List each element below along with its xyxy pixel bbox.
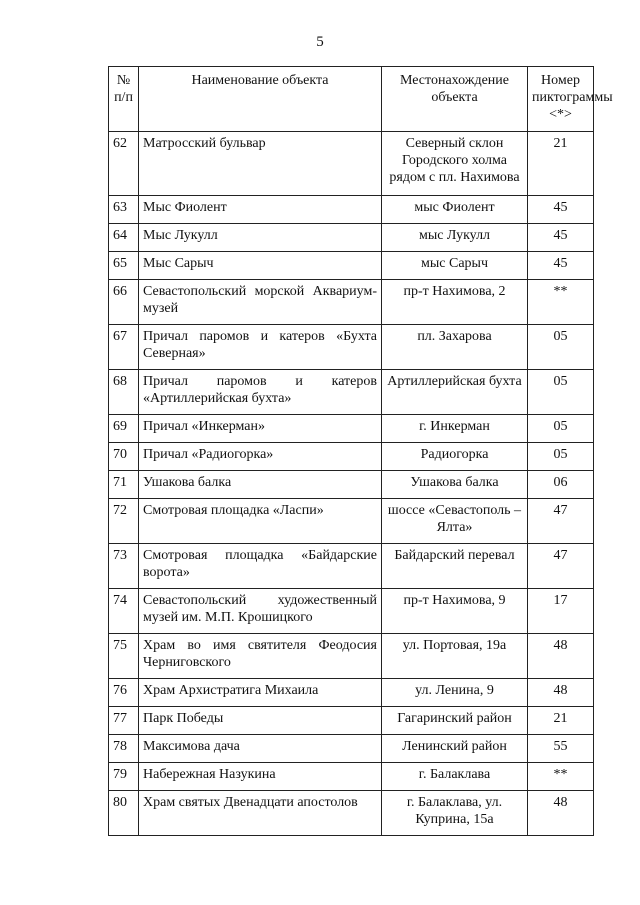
object-location: Артиллерийская бухта [382, 370, 528, 415]
table-row [109, 252, 594, 280]
row-number: 76 [109, 679, 139, 707]
table-row [109, 196, 594, 224]
object-location: г. Балаклава [382, 763, 528, 791]
table-row [109, 735, 594, 763]
object-location: Северный склон Городского холма рядом с пл. Нахимова [382, 132, 528, 196]
pictogram-number: 48 [528, 791, 594, 836]
pictogram-number: 45 [528, 252, 594, 280]
table-row [109, 499, 594, 544]
row-number: 79 [109, 763, 139, 791]
pictogram-number: 05 [528, 443, 594, 471]
table-body [109, 132, 594, 836]
row-number: 66 [109, 280, 139, 325]
row-number: 75 [109, 634, 139, 679]
object-location: г. Балаклава, ул. Куприна, 15а [382, 791, 528, 836]
table-row [109, 791, 594, 836]
object-name: Севастопольский художественный музей им. М.П. Крошицкого [139, 589, 382, 634]
object-location: шоссе «Севастополь – Ялта» [382, 499, 528, 544]
row-number: 65 [109, 252, 139, 280]
object-name: Причал паромов и катеров «Бухта Северная» [139, 325, 382, 370]
row-number: 63 [109, 196, 139, 224]
object-name: Севастопольский морской Аквариум-музей [139, 280, 382, 325]
object-name: Причал «Радиогорка» [139, 443, 382, 471]
object-location: мыс Лукулл [382, 224, 528, 252]
pictogram-number: 17 [528, 589, 594, 634]
table-row [109, 325, 594, 370]
object-name: Ушакова балка [139, 471, 382, 499]
object-location: Радиогорка [382, 443, 528, 471]
object-location: мыс Сарыч [382, 252, 528, 280]
table-header-row [109, 67, 594, 132]
object-location: мыс Фиолент [382, 196, 528, 224]
row-number: 80 [109, 791, 139, 836]
object-name: Смотровая площадка «Байдарские ворота» [139, 544, 382, 589]
pictogram-number: 21 [528, 132, 594, 196]
object-location: Ушакова балка [382, 471, 528, 499]
object-name: Храм Архистратига Михаила [139, 679, 382, 707]
row-number: 69 [109, 415, 139, 443]
object-location: Байдарский перевал [382, 544, 528, 589]
header-location: Местонахождение объекта [382, 67, 528, 132]
object-name: Набережная Назукина [139, 763, 382, 791]
object-location: ул. Портовая, 19а [382, 634, 528, 679]
object-name: Храм святых Двенадцати апостолов [139, 791, 382, 836]
object-name: Причал паромов и катеров «Артиллерийская бухта» [139, 370, 382, 415]
header-num: № п/п [109, 67, 139, 132]
pictogram-number: 45 [528, 224, 594, 252]
object-name: Максимова дача [139, 735, 382, 763]
row-number: 73 [109, 544, 139, 589]
row-number: 64 [109, 224, 139, 252]
pictogram-number: ** [528, 763, 594, 791]
row-number: 67 [109, 325, 139, 370]
header-code: Номер пиктограммы <*> [528, 67, 594, 132]
pictogram-number: 21 [528, 707, 594, 735]
row-number: 72 [109, 499, 139, 544]
object-location: г. Инкерман [382, 415, 528, 443]
row-number: 78 [109, 735, 139, 763]
pictogram-number: 05 [528, 370, 594, 415]
object-name: Храм во имя святителя Феодосия Черниговского [139, 634, 382, 679]
object-name: Парк Победы [139, 707, 382, 735]
pictogram-number: 55 [528, 735, 594, 763]
object-location: ул. Ленина, 9 [382, 679, 528, 707]
pictogram-number: 48 [528, 679, 594, 707]
objects-table [108, 66, 613, 836]
row-number: 70 [109, 443, 139, 471]
pictogram-number: 05 [528, 415, 594, 443]
pictogram-number: 06 [528, 471, 594, 499]
pictogram-number: 47 [528, 544, 594, 589]
pictogram-number: 48 [528, 634, 594, 679]
table-row [109, 707, 594, 735]
row-number: 77 [109, 707, 139, 735]
row-number: 68 [109, 370, 139, 415]
object-location: пл. Захарова [382, 325, 528, 370]
pictogram-number: ** [528, 280, 594, 325]
object-name: Матросский бульвар [139, 132, 382, 196]
table-row [109, 443, 594, 471]
object-location: пр-т Нахимова, 2 [382, 280, 528, 325]
object-location: Ленинский район [382, 735, 528, 763]
table-row [109, 634, 594, 679]
pictogram-number: 47 [528, 499, 594, 544]
pictogram-number: 05 [528, 325, 594, 370]
table-row [109, 224, 594, 252]
page-number: 5 [316, 34, 324, 50]
object-name: Смотровая площадка «Ласпи» [139, 499, 382, 544]
object-location: пр-т Нахимова, 9 [382, 589, 528, 634]
table-row [109, 132, 594, 196]
pictogram-number: 45 [528, 196, 594, 224]
table-row [109, 763, 594, 791]
table-row [109, 679, 594, 707]
object-location: Гагаринский район [382, 707, 528, 735]
row-number: 71 [109, 471, 139, 499]
object-name: Мыс Фиолент [139, 196, 382, 224]
table-row [109, 544, 594, 589]
object-name: Причал «Инкерман» [139, 415, 382, 443]
table-row [109, 370, 594, 415]
row-number: 74 [109, 589, 139, 634]
table-row [109, 471, 594, 499]
table-row [109, 280, 594, 325]
table-row [109, 589, 594, 634]
header-name: Наименование объекта [139, 67, 382, 132]
table-row [109, 415, 594, 443]
object-name: Мыс Лукулл [139, 224, 382, 252]
object-name: Мыс Сарыч [139, 252, 382, 280]
row-number: 62 [109, 132, 139, 196]
